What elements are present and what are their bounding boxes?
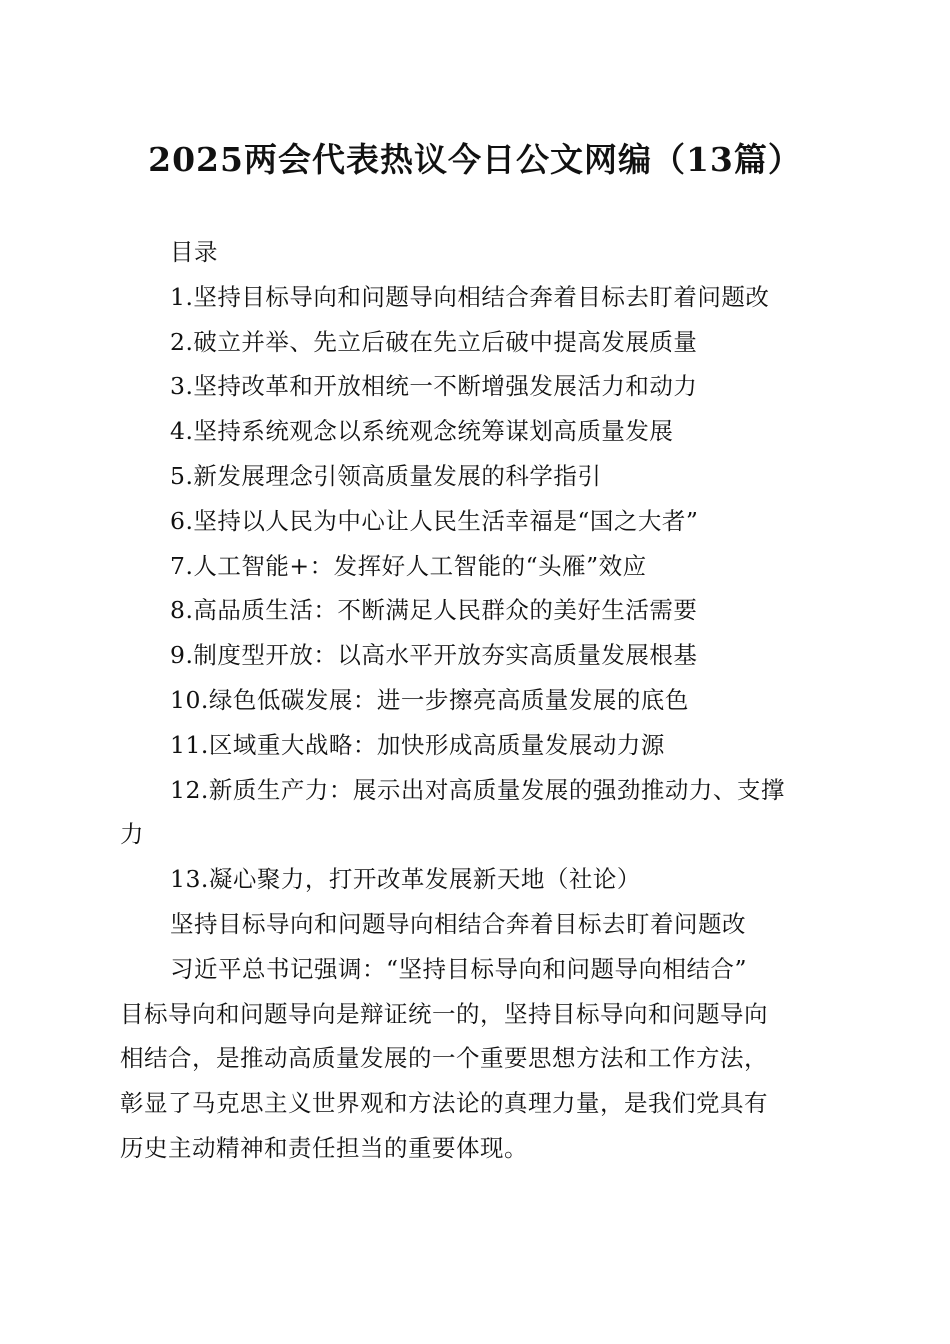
toc-item: 9.制度型开放：以高水平开放夯实高质量发展根基 — [170, 641, 698, 670]
toc-item: 12.新质生产力：展示出对高质量发展的强劲推动力、支撑 — [170, 775, 785, 804]
paragraph-line: 目标导向和问题导向是辩证统一的，坚持目标导向和问题导向 — [120, 999, 768, 1028]
paragraph-line: 习近平总书记强调：“坚持目标导向和问题导向相结合” — [170, 954, 748, 983]
toc-item: 6.坚持以人民为中心让人民生活幸福是“国之大者” — [170, 506, 699, 535]
body-paragraph — [120, 947, 825, 1171]
table-of-contents — [120, 275, 825, 902]
toc-item: 10.绿色低碳发展：进一步擦亮高质量发展的底色 — [170, 685, 689, 714]
toc-item: 7.人工智能+：发挥好人工智能的“头雁”效应 — [170, 551, 647, 580]
toc-item: 8.高品质生活：不断满足人民群众的美好生活需要 — [170, 596, 698, 625]
toc-item: 1.坚持目标导向和问题导向相结合奔着目标去盯着问题改 — [170, 282, 770, 311]
toc-item: 11.区域重大战略：加快形成高质量发展动力源 — [170, 730, 665, 759]
document-title: 2025两会代表热议今日公文网编（13篇） — [148, 140, 802, 179]
toc-heading: 目录 — [170, 238, 218, 266]
toc-item-continuation: 力 — [120, 820, 144, 849]
paragraph-line: 相结合，是推动高质量发展的一个重要思想方法和工作方法， — [120, 1044, 768, 1073]
document-body — [120, 230, 825, 1171]
toc-item: 13.凝心聚力，打开改革发展新天地（社论） — [170, 865, 641, 894]
toc-item: 5.新发展理念引领高质量发展的科学指引 — [170, 461, 602, 490]
paragraph-line: 历史主动精神和责任担当的重要体现。 — [120, 1133, 528, 1162]
paragraph-line: 彰显了马克思主义世界观和方法论的真理力量，是我们党具有 — [120, 1089, 768, 1118]
toc-item: 2.破立并举、先立后破在先立后破中提高发展质量 — [170, 327, 698, 356]
toc-item: 4.坚持系统观念以系统观念统筹谋划高质量发展 — [170, 417, 674, 446]
section-heading: 坚持目标导向和问题导向相结合奔着目标去盯着问题改 — [170, 909, 746, 938]
toc-item: 3.坚持改革和开放相统一不断增强发展活力和动力 — [170, 372, 698, 401]
